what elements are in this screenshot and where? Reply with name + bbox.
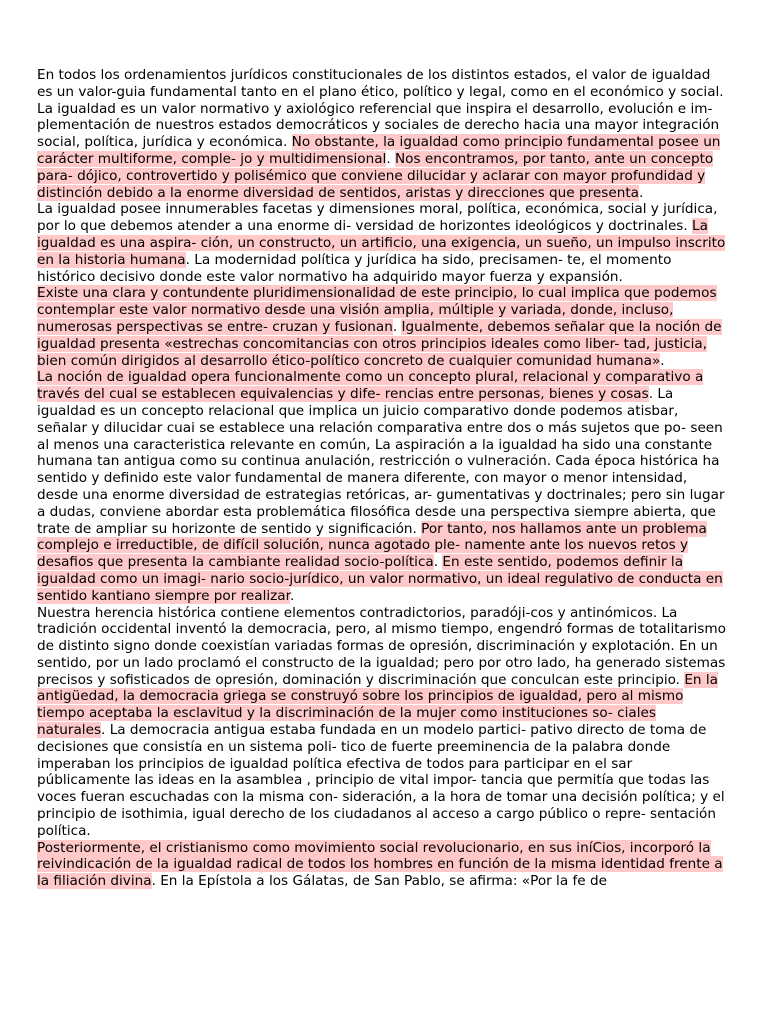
highlighted-text: Posteriormente, el cristianismo como movimiento social revolucionario, en sus iníCios, incorporó la reivindicación de la igualdad radical de todos los hombres en función de la misma identidad frente a la filiación divina bbox=[37, 839, 723, 890]
text-segment: . bbox=[392, 318, 402, 335]
text-segment: Nuestra herencia histórica contiene elementos contradictorios, paradóji-cos y antinómicos. La tradición occidental inventó la democracia, pero, al mismo tiempo, engendró formas de totalitarismo de distinto signo donde coexistían variadas formas de opresión, discriminación y explotación. En un sentido, por un lado proclamó el constructo de la igualdad; pero por otro lado, ha generado sistemas precisos y sofisticados de opresión, dominación y discriminación que conculcan este principio. bbox=[37, 604, 726, 688]
text-segment: . La igualdad es un concepto relacional que implica un juicio comparativo donde podemos atisbar, señalar y dilucidar cuai se establece una relación comparativa entre dos o más sujetos que po- seen al menos una caracteristica relevante en común, La aspiración a la igualdad ha sido una constante humana tan antigua como su continua anulación, restricción o vulneración. Cada época histórica ha sentido y definido este valor fundamental de manera diferente, con mayor o menor intensidad, desde una enorme diversidad de estrategias retóricas, ar- gumentativas y doctrinales; pero sin lugar a dudas, conviene abordar esta problemática filosófica desde una perspectiva siempre abierta, que trate de ampliar su horizonte de sentido y significación. bbox=[37, 386, 725, 537]
highlighted-text: En la antigüedad, la democracia griega se construyó sobre los principios de igualdad, pero al mismo tiempo aceptaba la esclavitud y la discriminación de la mujer como instituciones so- ciales naturales bbox=[37, 671, 718, 739]
highlighted-text: Igualmente, debemos señalar que la noción de igualdad presenta «estrechas concomitancias con otros principios ideales como liber- tad, justicia, bien común dirigidos al desarrollo ético-político concreto de cualquier comunidad humana» bbox=[37, 318, 722, 369]
text-segment: . La modernidad política y jurídica ha sido, precisamen- te, el momento histórico decisivo donde este valor normativo ha adquirido mayor fuerza y expansión. bbox=[37, 251, 672, 285]
paragraph bbox=[37, 369, 727, 604]
text-segment: . bbox=[660, 352, 665, 369]
highlighted-text: Existe una clara y contundente pluridimensionalidad de este principio, lo cual implica que podemos contemplar este valor normativo desde una visión amplia, múltiple y variada, donde, incluso, numerosas perspectivas se entre- cruzan y fusionan bbox=[37, 285, 717, 335]
highlighted-text: Por tanto, nos hallamos ante un problema complejo e irreductible, de difícil solución, nunca agotado ple- namente ante los nuevos retos y desafios que presenta la cambiante realidad socio-política bbox=[37, 520, 707, 571]
text-segment: . En la Epístola a los Gálatas, de San Pablo, se afirma: «Por la fe de bbox=[151, 873, 607, 890]
paragraph bbox=[37, 67, 727, 201]
paragraph bbox=[37, 285, 727, 369]
text-segment: . bbox=[386, 150, 395, 167]
text-segment: La igualdad posee innumerables facetas y dimensiones moral, política, económica, social y jurídica, por lo que debemos atender a una enorme di- versidad de horizontes ideológicos y doctrinales. bbox=[37, 201, 718, 235]
text-segment: . La democracia antigua estaba fundada en un modelo partici- pativo directo de toma de decisiones que consistía en un sistema poli- tico de fuerte preeminencia de la palabra donde imperaban los principios de igualdad política efectiva de todos para participar en el sar públicamente las ideas en la asamblea , principio de vital impor- tancia que permitía que todas las voces fueran escuchadas con la misma con- sideración, a la hora de tomar una decisión política; y el principio de isothimia, igual derecho de los ciudadanos al acceso a cargo público o repre- sentación política. bbox=[37, 722, 725, 839]
text-segment: . bbox=[289, 587, 295, 604]
highlighted-text: No obstante, la igualdad como principio fundamental posee un carácter multiforme, comple- jo y multidimensional bbox=[37, 134, 721, 167]
paragraph bbox=[37, 201, 727, 285]
paragraph bbox=[37, 605, 727, 840]
text-segment: . bbox=[433, 554, 443, 571]
highlighted-text: En este sentido, podemos definir la igualdad como un imagi- nario socio-jurídico, un valor normativo, un ideal regulativo de conducta en sentido kantiano siempre por realizar bbox=[37, 554, 723, 604]
text-segment: . bbox=[638, 184, 644, 201]
text-segment: En todos los ordenamientos jurídicos constitucionales de los distintos estados, el valor de igualdad es un valor-guia fundamental tanto en el plano ético, político y legal, como en el económico y social. La igualdad es un valor normativo y axiológico referencial que inspira el desarrollo, evolución e im- plementación de nuestros estados democráticos y sociales de derecho hacia una mayor integración social, política, jurídica y económica. bbox=[37, 67, 724, 151]
highlighted-text: Nos encontramos, por tanto, ante un concepto para- dójico, controvertido y polisémico que conviene dilucidar y aclarar con mayor profundidad y distinción debido a la enorme diversidad de sentidos, aristas y direcciones que presenta bbox=[37, 150, 714, 201]
highlighted-text: La igualdad es una aspira- ción, un constructo, un artificio, una exigencia, un sueño, un impulso inscrito en la historia humana bbox=[37, 218, 726, 268]
highlighted-text: La noción de igualdad opera funcionalmente como un concepto plural, relacional y comparativo a través del cual se establecen equivalencias y dife- rencias entre personas, bienes y cosas bbox=[37, 369, 704, 403]
document-body bbox=[37, 67, 727, 890]
paragraph bbox=[37, 840, 727, 890]
